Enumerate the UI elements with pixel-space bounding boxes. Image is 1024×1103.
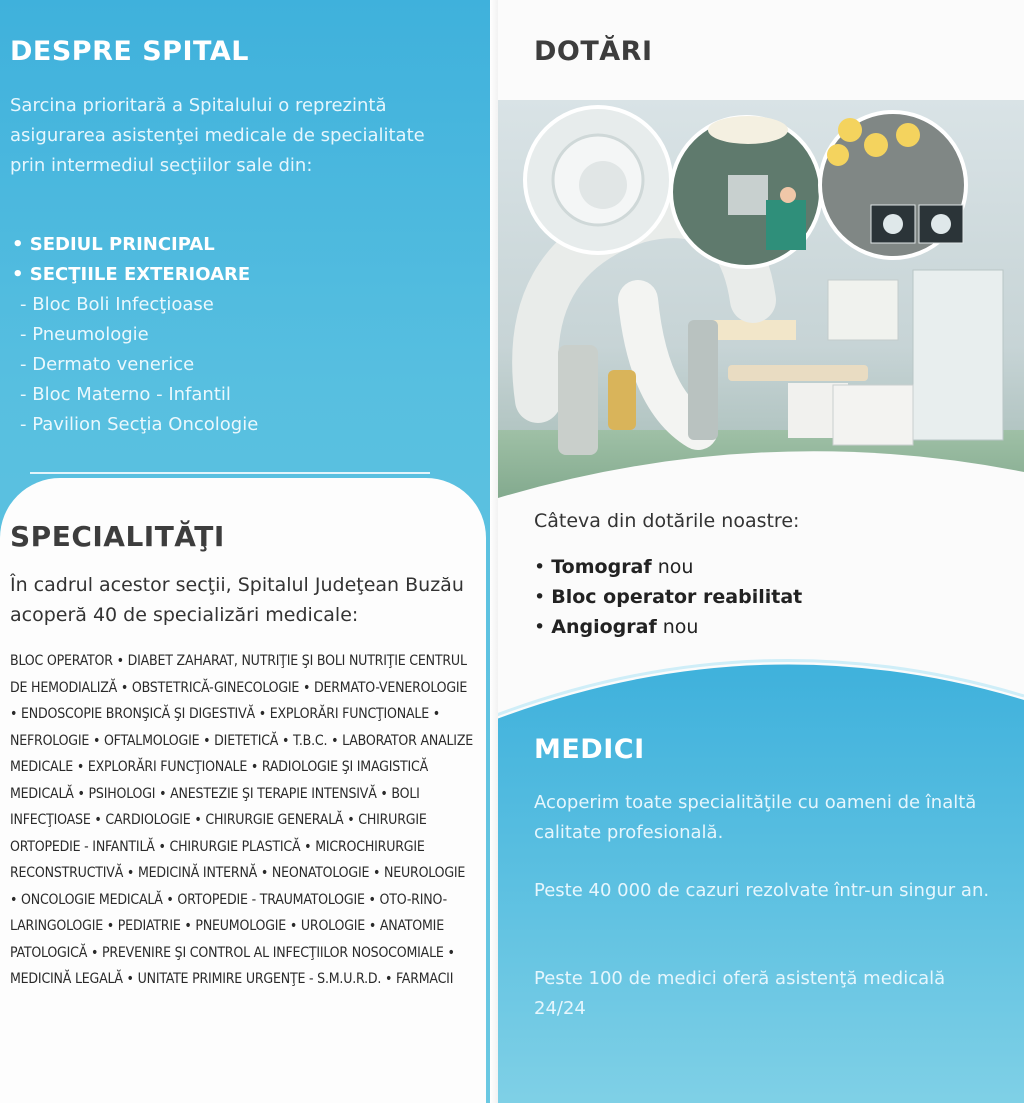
dotari-item-bloc-operator: • Bloc operator reabilitat — [534, 586, 803, 608]
dotari-item-angiograf: • Angiograf nou — [534, 616, 699, 638]
medici-paragraph-3: Peste 100 de medici oferă asistenţă medicală 24/24 — [534, 968, 946, 1019]
specialitati-title: SPECIALITĂŢI — [10, 520, 225, 553]
fold-spine — [490, 0, 498, 1103]
despre-item-pneumologie: - Pneumologie — [20, 324, 149, 345]
despre-item-sediul: • SEDIUL PRINCIPAL — [12, 234, 215, 255]
specialitati-intro: În cadrul acestor secţii, Spitalul Judeţean Buzău acoperă 40 de specializări medicale: — [10, 574, 464, 626]
medici-paragraph-1: Acoperim toate specialităţile cu oameni de înaltă calitate profesională. — [534, 792, 977, 843]
despre-item-dermato: - Dermato venerice — [20, 354, 195, 375]
despre-item-boli-infectioase: - Bloc Boli Infecţioase — [20, 294, 214, 315]
section-divider — [30, 472, 430, 474]
specialitati-list: BLOC OPERATOR • DIABET ZAHARAT, NUTRIŢIE ŞI BOLI NUTRIŢIE CENTRUL DE HEMODIALIZĂ • OBSTETRICĂ-GINECOLOGIE • DERMATO-VENEROLOGIE • ENDOSCOPIE BRONŞICĂ ŞI DIGESTIVĂ • EXPLORĂRI FUNCŢIONALE • NEFROLOGIE • OFTALMOLOGIE • DIETETICĂ • T.B.C. • LABORATOR ANALIZE MEDICALE • EXPLORĂRI FUNCŢIONALE • RADIOLOGIE ŞI IMAGISTICĂ MEDICALĂ • PSIHOLOGI • ANESTEZIE ŞI TERAPIE INTENSIVĂ • BOLI INFECŢIOASE • CARDIOLOGIE • CHIRURGIE GENERALĂ • CHIRURGIE ORTOPEDIE - INFANTILĂ • CHIRURGIE PLASTICĂ • MICROCHIRURGIE RECONSTRUCTIVĂ • MEDICINĂ INTERNĂ • NEONATOLOGIE • NEUROLOGIE • ONCOLOGIE MEDICALĂ • ORTOPEDIE - TRAUMATOLOGIE • OTO-RINO-LARINGOLOGIE • PEDIATRIE • PNEUMOLOGIE • UROLOGIE • ANATOMIE PATOLOGICĂ • PREVENIRE ŞI CONTROL AL INFECŢIILOR NOSOCOMIALE • MEDICINĂ LEGALĂ • UNITATE PRIMIRE URGENŢE - S.M.U.R.D. • FARMACII — [10, 653, 474, 987]
despre-item-oncologie: - Pavilion Secţia Oncologie — [20, 414, 259, 435]
dotari-intro: Câteva din dotările noastre: — [534, 510, 800, 532]
despre-item-materno: - Bloc Materno - Infantil — [20, 384, 231, 405]
medici-paragraph-2: Peste 40 000 de cazuri rezolvate într-un singur an. — [534, 880, 990, 901]
dotari-title: DOTĂRI — [534, 36, 653, 67]
despre-text: Sarcina prioritară a Spitalului o reprezintă asigurarea asistenţei medicale de specialitate prin intermediul secţiilor sale din: — [10, 95, 425, 176]
equipment-photo — [498, 100, 1024, 510]
despre-list — [12, 230, 258, 440]
dotari-item-tomograf: • Tomograf nou — [534, 556, 694, 578]
despre-title: DESPRE SPITAL — [10, 36, 249, 67]
operating-room-illustration — [498, 100, 1024, 510]
despre-item-sectii: • SECŢIILE EXTERIOARE — [12, 264, 251, 285]
medici-title: MEDICI — [534, 734, 645, 765]
dotari-list — [534, 552, 802, 642]
